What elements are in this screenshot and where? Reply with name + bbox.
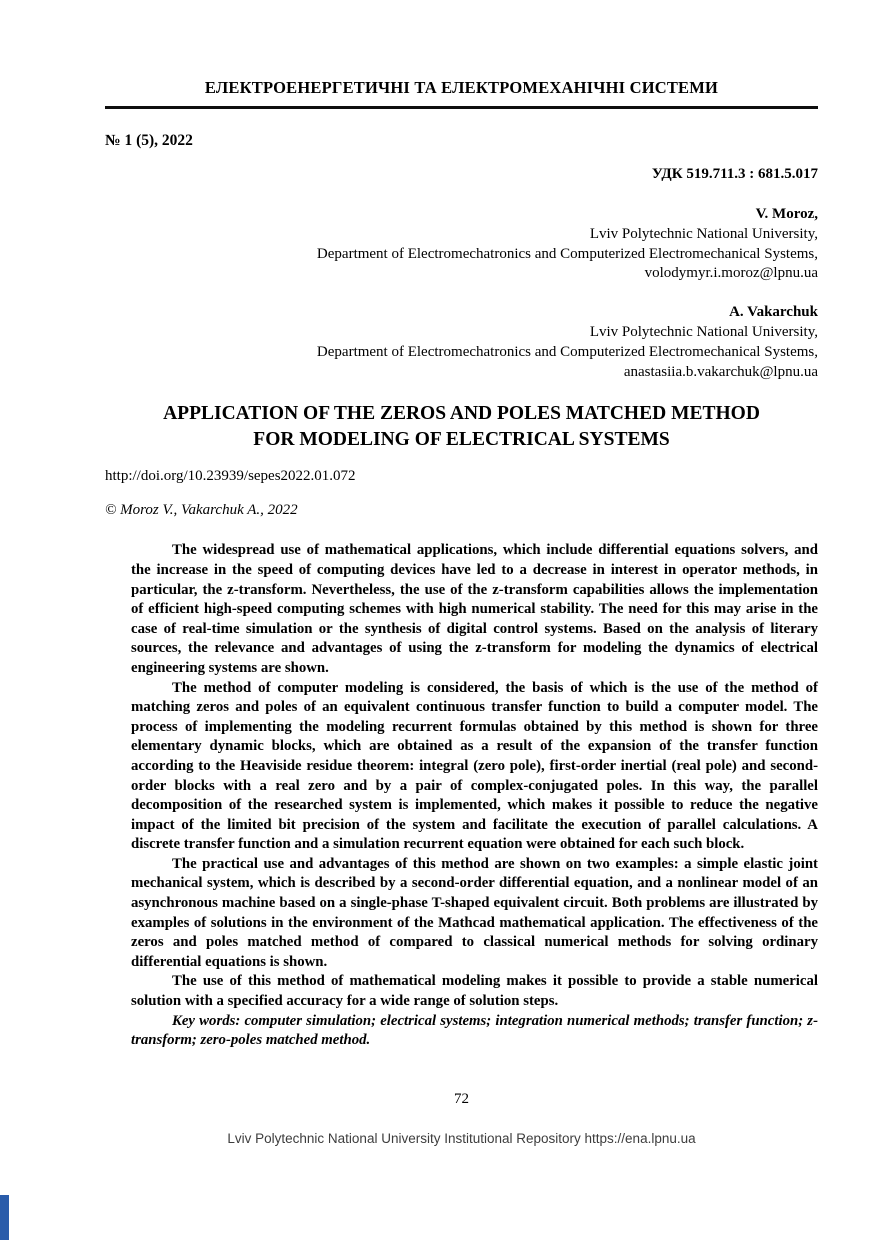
copyright-line: © Moroz V., Vakarchuk A., 2022 [105,502,298,519]
author-department: Department of Electromechatronics and Computerized Electromechanical Systems, [316,343,818,360]
repository-footer: Lviv Polytechnic National University Institutional Repository https://ena.lpnu.ua [227,1130,696,1146]
page-content [105,0,818,1146]
abstract-paragraph: The practical use and advantages of this method are shown on two examples: a simple elastic joint mechanical system, which is described by a second-order differential equation, and a nonlinear model of an asynchronous machine based on a single-phase T-shaped equivalent circuit. Both problems are illustrated by examples of solutions in the environment of the Mathcad mathematical application. The effectiveness of the zeros and poles matched method of compared to classical numerical methods for solving ordinary differential equations is shown. [131,855,818,970]
doi-link: http://doi.org/10.23939/sepes2022.01.072 [105,468,356,485]
abstract-paragraph: The widespread use of mathematical applications, which include differential equations solvers, and the increase in the speed of computing devices have led to a decrease in interest in operator methods, in particular, the z-transform. Nevertheless, the use of the z-transform capabilities allows the implementation of efficient high-speed computing schemes with high numerical stability. The need for this may arise in the case of real-time simulation or the synthesis of digital control systems. Based on the analysis of literary sources, the relevance and advantages of using the z-transform for modeling the dynamics of electrical engineering systems are shown. [131,542,818,676]
author-block-vakarchuk [105,303,818,382]
author-affiliation: Lviv Polytechnic National University, [589,225,818,242]
page-edge-marker [0,1195,9,1240]
author-email: anastasiia.b.vakarchuk@lpnu.ua [623,363,818,380]
udk-code: УДК 519.711.3 : 681.5.017 [651,166,818,182]
author-email: volodymyr.i.moroz@lpnu.ua [644,265,818,282]
keywords-line: Key words: computer simulation; electrical systems; integration numerical methods; transfer function; z-transform; zero-poles matched method. [131,1012,818,1049]
author-department: Department of Electromechatronics and Computerized Electromechanical Systems, [316,245,818,262]
journal-header-title: ЕЛЕКТРОЕНЕРГЕТИЧНІ ТА ЕЛЕКТРОМЕХАНІЧНІ СИСТЕМИ [204,78,719,97]
author-block-moroz [105,205,818,284]
abstract [131,541,818,1050]
author-name: V. Moroz, [755,206,818,222]
abstract-paragraph: The method of computer modeling is considered, the basis of which is the use of the method of matching zeros and poles of an equivalent continuous transfer function to build a computer model. The process of implementing the modeling recurrent formulas obtained by this method is shown for three elementary dynamic blocks, which are obtained as a result of the expansion of the transfer function according to the Heaviside residue theorem: integral (zero pole), first-order inertial (real pole) and second-order blocks with a real zero and by a pair of complex-conjugated poles. In this way, the parallel decomposition of the researched system is implemented, which makes it possible to reduce the negative impact of the limited bit precision of the system and facilitate the execution of parallel calculations. A discrete transfer function and a simulation recurrent equation were obtained for each such block. [131,679,818,853]
issue-number: № 1 (5), 2022 [105,132,193,149]
paper-title: APPLICATION OF THE ZEROS AND POLES MATCHED METHOD FOR MODELING OF ELECTRICAL SYSTEMS [163,403,760,450]
author-affiliation: Lviv Polytechnic National University, [589,323,818,340]
author-name: A. Vakarchuk [729,304,818,321]
abstract-paragraph: The use of this method of mathematical modeling makes it possible to provide a stable numerical solution with a specified accuracy for a wide range of solution steps. [131,973,818,1010]
header-rule [105,106,818,109]
page-number: 72 [454,1090,469,1107]
